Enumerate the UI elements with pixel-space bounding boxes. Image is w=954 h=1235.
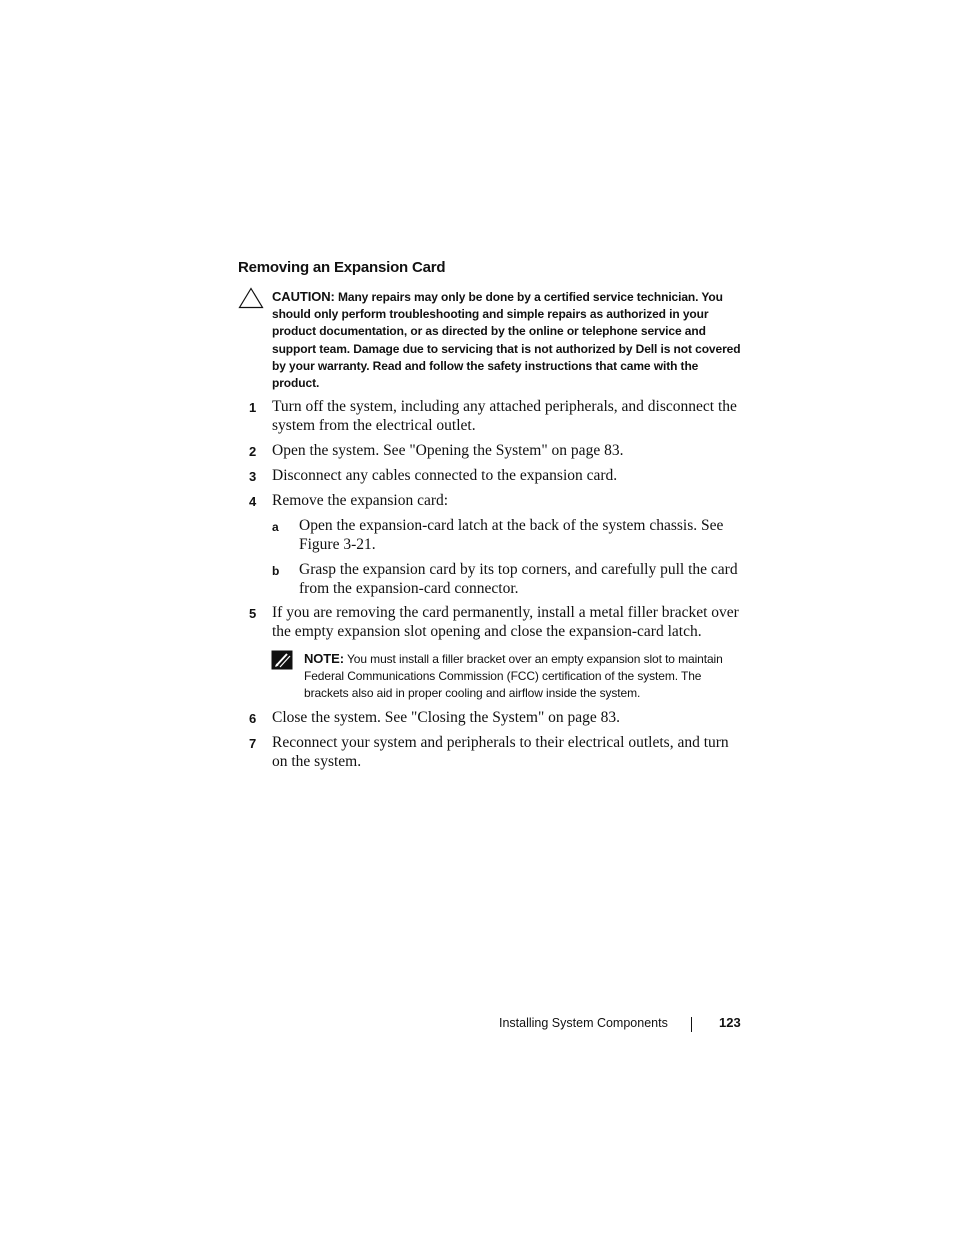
step-text: Close the system. See "Closing the System" on page 83. — [272, 709, 621, 726]
step-text: Remove the expansion card: — [272, 492, 449, 509]
step-text: Reconnect your system and peripherals to their electrical outlets, and turn on the system. — [272, 734, 729, 770]
note-label: NOTE: — [304, 651, 344, 666]
note-pencil-icon — [271, 650, 293, 670]
step-text: Disconnect any cables connected to the expansion card. — [272, 467, 618, 484]
footer-section-name: Installing System Components — [499, 1016, 668, 1030]
note-notice — [304, 650, 744, 703]
substep-text: Open the expansion-card latch at the back of the system chassis. See Figure 3-21. — [299, 517, 724, 553]
page-number: 123 — [719, 1015, 741, 1030]
caution-notice — [272, 288, 742, 392]
step-number: 6 — [249, 711, 257, 726]
substep-letter: a — [272, 520, 279, 534]
step-number: 7 — [249, 736, 257, 751]
step-number: 1 — [249, 400, 257, 415]
step-number: 4 — [249, 494, 257, 509]
step-text: Turn off the system, including any attached peripherals, and disconnect the system from the electrical outlet. — [272, 398, 737, 434]
step-number: 3 — [249, 469, 257, 484]
step-text: If you are removing the card permanently, install a metal filler bracket over the empty expansion slot opening and close the expansion-card latch. — [272, 604, 739, 640]
caution-triangle-icon — [238, 287, 264, 309]
caution-text: Many repairs may only be done by a certified service technician. You should only perform troubleshooting and simple repairs as authorized in your product documentation, or as directed by the online or telephone service and support team. Damage due to servicing that is not authorized by Dell is not covered by your warranty. Read and follow the safety instructions that came with the product. — [272, 290, 741, 391]
step-text: Open the system. See "Opening the System" on page 83. — [272, 442, 624, 459]
note-text: You must install a filler bracket over an empty expansion slot to maintain Federal Communications Commission (FCC) certification of the system. The brackets also aid in proper cooling and airflow inside the system. — [304, 652, 723, 701]
substep-text: Grasp the expansion card by its top corners, and carefully pull the card from the expansion-card connector. — [299, 561, 738, 597]
substep-letter: b — [272, 564, 280, 578]
caution-label: CAUTION: — [272, 289, 335, 304]
footer-divider — [691, 1017, 692, 1032]
section-heading: Removing an Expansion Card — [238, 259, 446, 276]
step-number: 5 — [249, 606, 257, 621]
step-number: 2 — [249, 444, 257, 459]
